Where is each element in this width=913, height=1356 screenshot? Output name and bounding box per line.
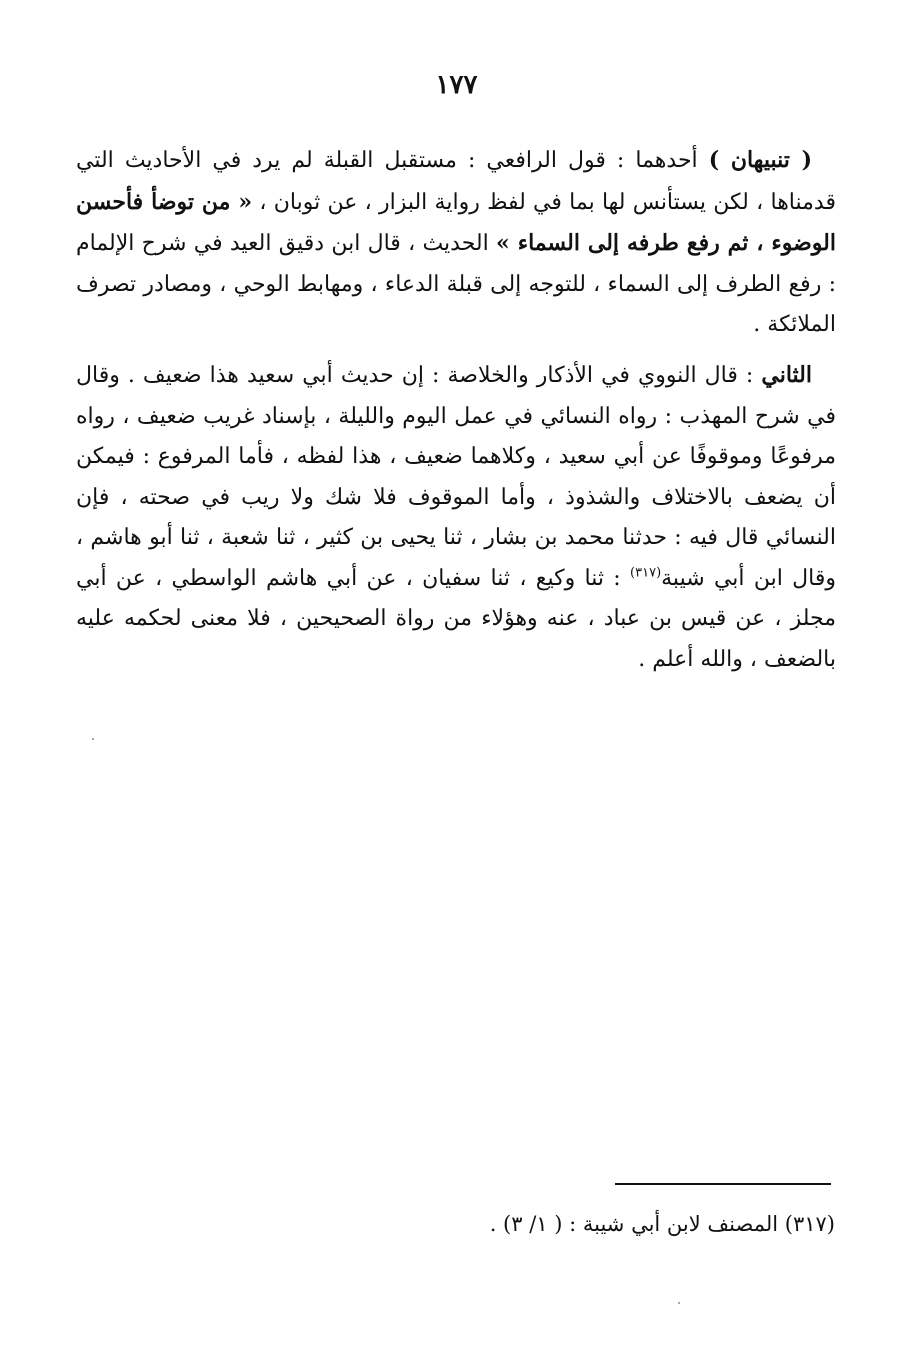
hadith-quote: « من توضأ فأحسن الوضوء ، ثم رفع طرفه إلى السماء » bbox=[76, 188, 836, 256]
paragraph-label: ( تنبيهان ) bbox=[708, 147, 812, 173]
paragraph-text: : ثنا وكيع ، ثنا سفيان ، عن أبي هاشم الواسطي ، عن أبي مجلز ، عن قيس بن عباد ، عنه وهؤلاء من رواة الصحيحين ، فلا معنى لحكمه عليه بالضعف ، والله أعلم . bbox=[76, 565, 836, 672]
paragraph-tanbihan bbox=[76, 140, 836, 346]
page-number: ١٧٧ bbox=[435, 70, 478, 100]
footnote-reference: (٣١٧) bbox=[630, 565, 662, 581]
footnote: (٣١٧) المصنف لابن أبي شيبة : ( ١/ ٣) . bbox=[489, 1212, 835, 1236]
paragraph-second bbox=[76, 355, 836, 680]
paragraph-label: الثاني bbox=[761, 362, 812, 388]
paragraph-text: الحديث ، قال ابن دقيق العيد في شرح الإلمام : رفع الطرف إلى السماء ، للتوجه إلى قبلة الدعاء ، ومهابط الوحي ، ومصادر تصرف الملائكة . bbox=[76, 231, 836, 337]
scan-speck bbox=[92, 738, 94, 740]
scan-speck bbox=[678, 1302, 680, 1304]
paragraph-text: أحدهما : قول الرافعي : مستقبل القبلة لم يرد في الأحاديث التي قدمناها ، لكن يستأنس لها بما في لفظ رواية البزار ، عن ثوبان ، bbox=[76, 148, 836, 215]
paragraph-text: : قال النووي في الأذكار والخلاصة : إن حديث أبي سعيد هذا ضعيف . وقال في شرح المهذب : رواه النسائي في عمل اليوم والليلة ، بإسناد غريب ضعيف ، رواه مرفوعًا وموقوفًا عن أبي سعيد ، وكلاهما ضعيف ، هذا لفظه ، فأما المرفوع : فيمكن أن يضعف بالاختلاف والشذوذ ، وأما الموقوف فلا شك ولا ريب في صحته ، فإن النسائي قال فيه : حدثنا محمد بن بشار ، ثنا يحيى بن كثير ، ثنا شعبة ، ثنا أبو هاشم ، وقال ابن أبي شيبة bbox=[76, 363, 836, 591]
footnote-divider bbox=[615, 1183, 831, 1185]
